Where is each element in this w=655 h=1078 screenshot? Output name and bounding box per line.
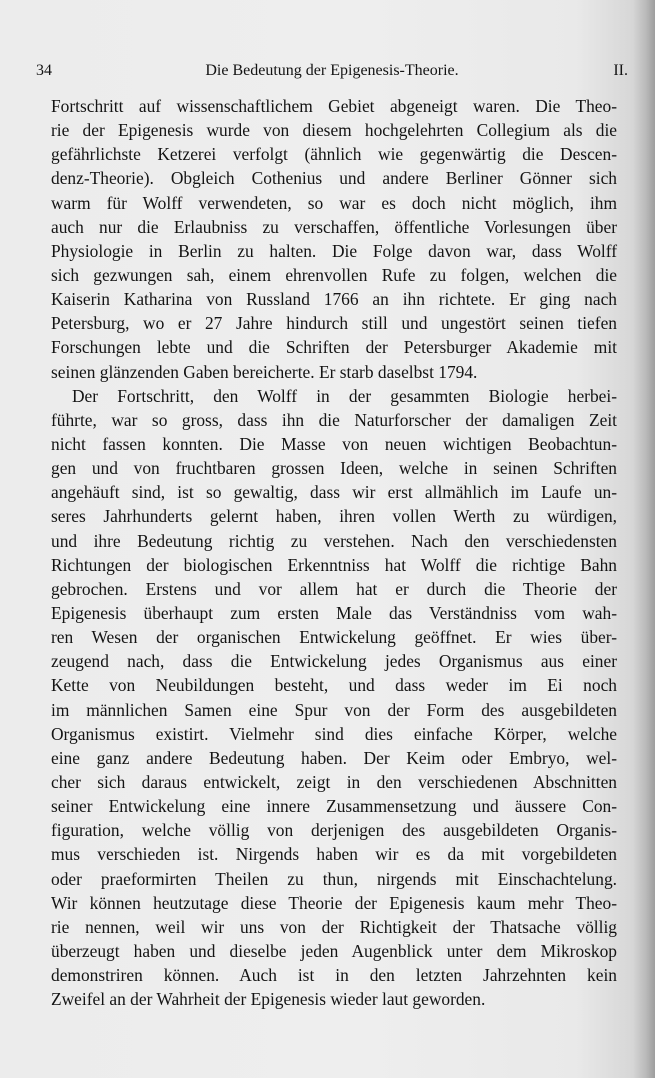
- text-line: Kaiserin Katharina von Russland 1766 an ihn richtete. Er ging nach: [51, 289, 617, 310]
- running-title: Die Bedeutung der Epigenesis-Theorie.: [205, 62, 459, 79]
- body-text: [51, 94, 617, 1011]
- text-line: Der Fortschritt, den Wolff in der gesammten Biologie herbei-: [72, 385, 617, 406]
- text-line: seinen glänzenden Gaben bereicherte. Er starb daselbst 1794.: [51, 361, 478, 382]
- text-line: demonstriren können. Auch ist in den letzten Jahrzehnten kein: [51, 965, 617, 986]
- text-line: gen und von fruchtbaren grossen Ideen, welche in seinen Schriften: [51, 458, 617, 479]
- text-line: zeugend nach, dass die Entwickelung jedes Organismus aus einer: [51, 651, 617, 672]
- running-header: [36, 62, 628, 84]
- text-line: Kette von Neubildungen besteht, und dass weder im Ei noch: [51, 675, 617, 696]
- text-line: figuration, welche völlig von derjenigen des ausgebildeten Organis-: [51, 820, 617, 841]
- text-line: nicht fassen konnten. Die Masse von neuen wichtigen Beobachtun-: [51, 433, 617, 454]
- text-line: warm für Wolff verwendeten, so war es doch nicht möglich, ihm: [51, 192, 617, 213]
- page-number: 34: [36, 62, 52, 79]
- text-line: Forschungen lebte und die Schriften der Petersburger Akademie mit: [51, 337, 617, 358]
- paragraph: [51, 94, 617, 384]
- text-line: gebrochen. Erstens und vor allem hat er durch die Theorie der: [51, 578, 617, 599]
- text-line: überzeugt haben und dieselbe jeden Augenblick unter dem Mikroskop: [51, 940, 617, 961]
- text-line: Organismus existirt. Vielmehr sind dies einfache Körper, welche: [51, 723, 617, 744]
- text-line: angehäuft sind, ist so gewaltig, dass wir erst allmählich im Laufe un-: [51, 482, 617, 503]
- text-line: auch nur die Erlaubniss zu verschaffen, öffentliche Vorlesungen über: [51, 216, 617, 237]
- text-line: gefährlichste Ketzerei verfolgt (ähnlich wie gegenwärtig die Descen-: [51, 144, 617, 165]
- chapter-number: II.: [613, 62, 628, 79]
- text-line: denz-Theorie). Obgleich Cothenius und andere Berliner Gönner sich: [51, 168, 617, 189]
- text-line: im männlichen Samen eine Spur von der Form des ausgebildeten: [51, 699, 617, 720]
- text-line: oder praeformirten Theilen zu thun, nirgends mit Einschachtelung.: [51, 868, 617, 889]
- text-line: cher sich daraus entwickelt, zeigt in den verschiedenen Abschnitten: [51, 771, 617, 792]
- text-line: führte, war so gross, dass ihn die Naturforscher der damaligen Zeit: [51, 409, 617, 430]
- text-line: eine ganz andere Bedeutung haben. Der Keim oder Embryo, wel-: [51, 747, 617, 768]
- page-edge-shadow: [633, 0, 655, 1078]
- text-line: Physiologie in Berlin zu halten. Die Folge davon war, dass Wolff: [51, 240, 617, 261]
- text-line: rie der Epigenesis wurde von diesem hochgelehrten Collegium als die: [51, 120, 617, 141]
- paragraph: [51, 384, 617, 1012]
- text-line: und ihre Bedeutung richtig zu verstehen. Nach den verschiedensten: [51, 530, 617, 551]
- text-line: sich gezwungen sah, einem ehrenvollen Rufe zu folgen, welchen die: [51, 264, 617, 285]
- text-line: seiner Entwickelung eine innere Zusammensetzung und äussere Con-: [51, 796, 617, 817]
- text-line: Fortschritt auf wissenschaftlichem Gebiet abgeneigt waren. Die Theo-: [51, 96, 617, 116]
- text-line: mus verschieden ist. Nirgends haben wir es da mit vorgebildeten: [51, 844, 617, 865]
- text-line: Petersburg, wo er 27 Jahre hindurch still und ungestört seinen tiefen: [51, 313, 617, 334]
- text-line: ren Wesen der organischen Entwickelung geöffnet. Er wies über-: [51, 627, 617, 648]
- text-line: Richtungen der biologischen Erkenntniss hat Wolff die richtige Bahn: [51, 554, 617, 575]
- text-line: rie nennen, weil wir uns von der Richtigkeit der Thatsache völlig: [51, 916, 617, 937]
- text-line: seres Jahrhunderts gelernt haben, ihren vollen Werth zu würdigen,: [51, 506, 617, 527]
- text-line: Zweifel an der Wahrheit der Epigenesis wieder laut geworden.: [51, 989, 486, 1010]
- text-line: Wir können heutzutage diese Theorie der Epigenesis kaum mehr Theo-: [51, 892, 617, 913]
- text-line: Epigenesis überhaupt zum ersten Male das Verständniss vom wah-: [51, 602, 617, 623]
